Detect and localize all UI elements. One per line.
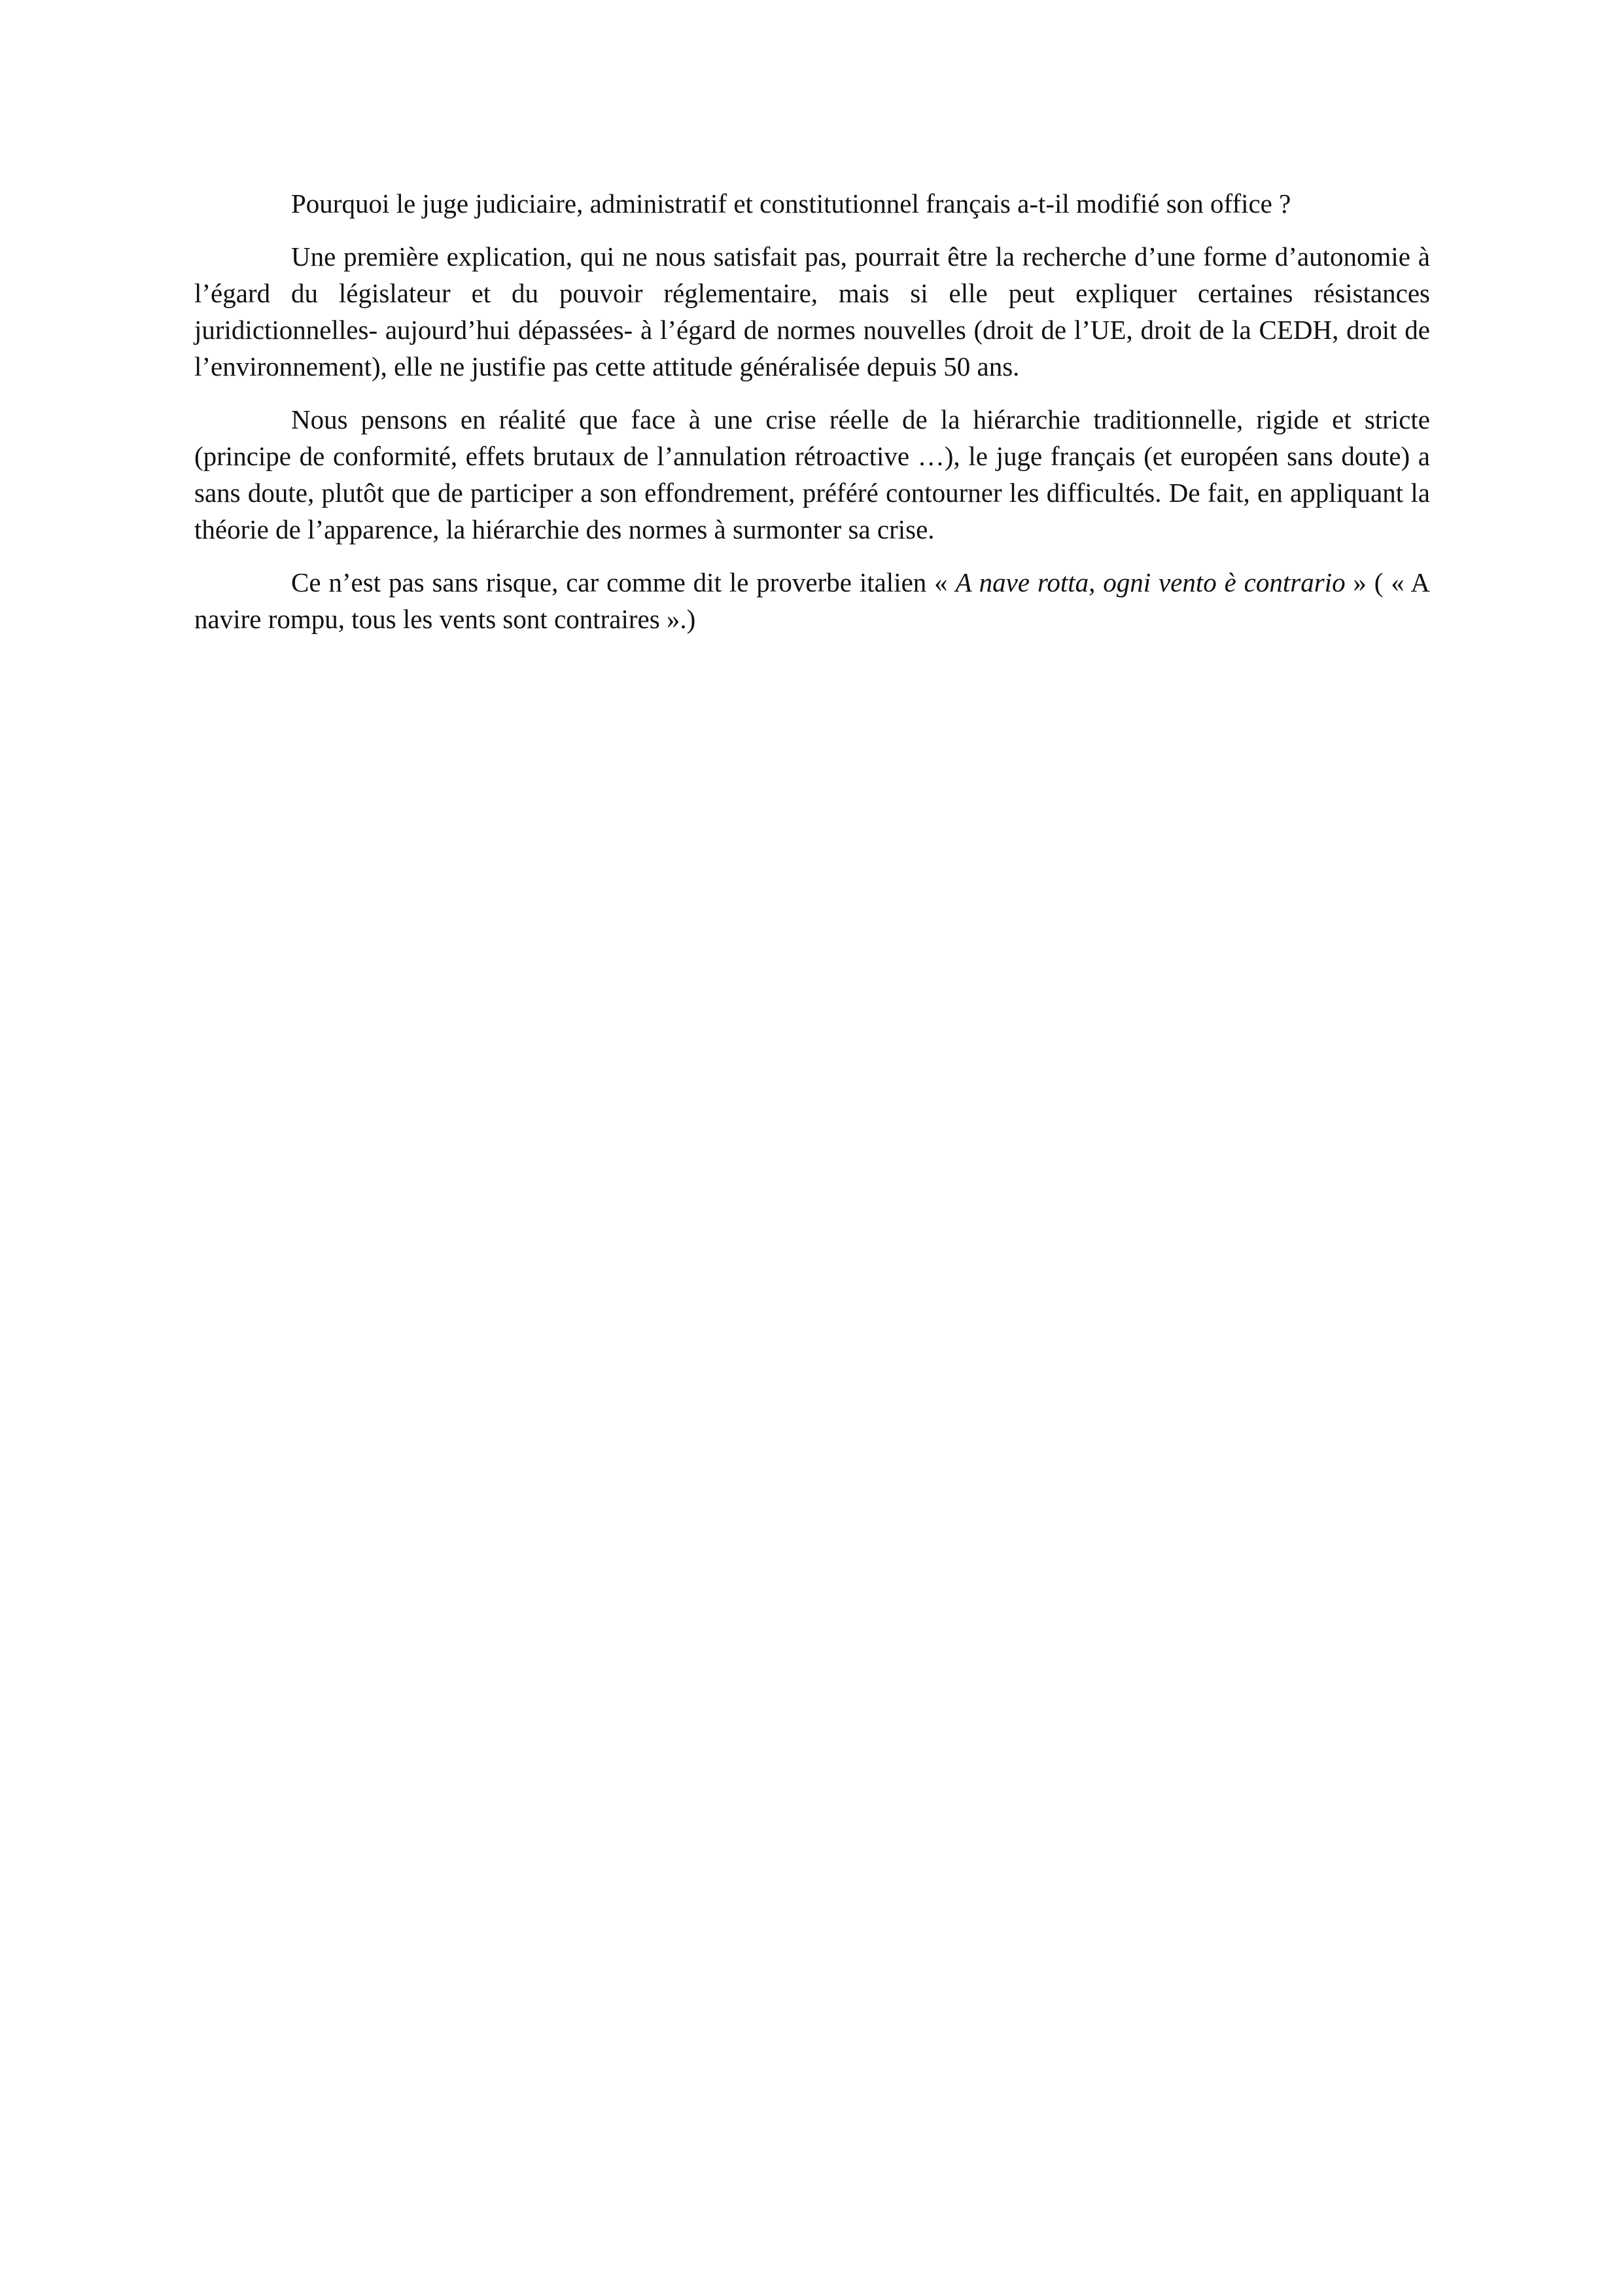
paragraph-proverb: [194, 564, 1430, 637]
proverb-translation: » ( « A navire rompu, tous les vents sont contraires ».): [194, 567, 1431, 634]
proverb-italian: A nave rotta, ogni vento è contrario: [955, 567, 1346, 597]
proverb-intro: Ce n’est pas sans risque, car comme dit le proverbe italien «: [291, 567, 956, 597]
paragraph-first-explanation: Une première explication, qui ne nous satisfait pas, pourrait être la recherche d’une forme d’autonomie à l’égard du législateur et du pouvoir réglementaire, mais si elle peut expliquer certaines résistances juridictionnelles- aujourd’hui dépassées- à l’égard de normes nouvelles (droit de l’UE, droit de la CEDH, droit de l’environnement), elle ne justifie pas cette attitude généralisée depuis 50 ans.: [194, 241, 1430, 381]
paragraph-crisis: Nous pensons en réalité que face à une crise réelle de la hiérarchie traditionnelle, rigide et stricte (principe de conformité, effets brutaux de l’annulation rétroactive …), le juge français (et européen sans doute) a sans doute, plutôt que de participer a son effondrement, préféré contourner les difficultés. De fait, en appliquant la théorie de l’apparence, la hiérarchie des normes à surmonter sa crise.: [194, 404, 1430, 544]
document-body: [194, 185, 1430, 654]
paragraph-question: Pourquoi le juge judiciaire, administratif et constitutionnel français a-t-il modifié son office ?: [291, 188, 1291, 219]
